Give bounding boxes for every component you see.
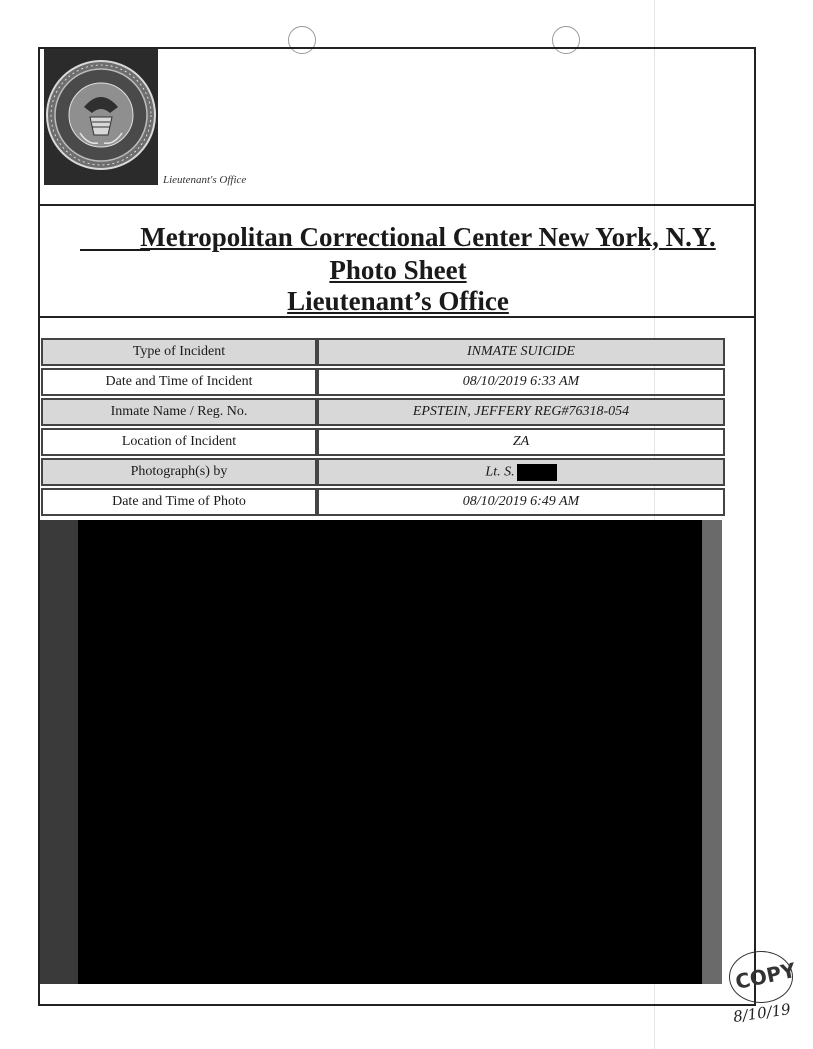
row-label-photo-datetime: Date and Time of Photo <box>41 488 317 516</box>
header-divider <box>40 204 756 206</box>
row-label-location: Location of Incident <box>41 428 317 456</box>
table-row <box>41 368 725 396</box>
bop-seal-icon <box>44 49 158 185</box>
header-caption: Lieutenant's Office <box>163 174 247 186</box>
row-value-incident-type: INMATE SUICIDE <box>317 338 725 366</box>
handwritten-date: 8/10/19 <box>732 1000 792 1026</box>
incident-info-table <box>41 336 725 518</box>
table-row <box>41 428 725 456</box>
row-value-photo-datetime: 08/10/2019 6:49 AM <box>317 488 725 516</box>
table-row <box>41 488 725 516</box>
redaction-block <box>517 464 557 481</box>
row-label-inmate: Inmate Name / Reg. No. <box>41 398 317 426</box>
row-value-inmate: EPSTEIN, JEFFERY REG#76318-054 <box>317 398 725 426</box>
row-value-location: ZA <box>317 428 725 456</box>
row-value-photographer: Lt. S. <box>485 464 515 480</box>
table-row <box>41 458 725 486</box>
row-value-photographer-cell <box>317 458 725 486</box>
title-photo-sheet: Photo Sheet <box>329 255 467 285</box>
title-lieutenants-office: Lieutenant’s Office <box>287 286 509 316</box>
table-row <box>41 338 725 366</box>
row-label-incident-type: Type of Incident <box>41 338 317 366</box>
copy-stamp-text: COPY <box>733 957 798 995</box>
row-value-incident-datetime: 08/10/2019 6:33 AM <box>317 368 725 396</box>
photo-edge <box>702 520 722 984</box>
title-facility: Metropolitan Correctional Center New York, N.Y. <box>140 222 716 252</box>
row-label-photographer: Photograph(s) by <box>41 458 317 486</box>
table-row <box>41 398 725 426</box>
row-label-incident-datetime: Date and Time of Incident <box>41 368 317 396</box>
title-divider <box>40 316 756 318</box>
photo-redaction <box>78 520 702 984</box>
